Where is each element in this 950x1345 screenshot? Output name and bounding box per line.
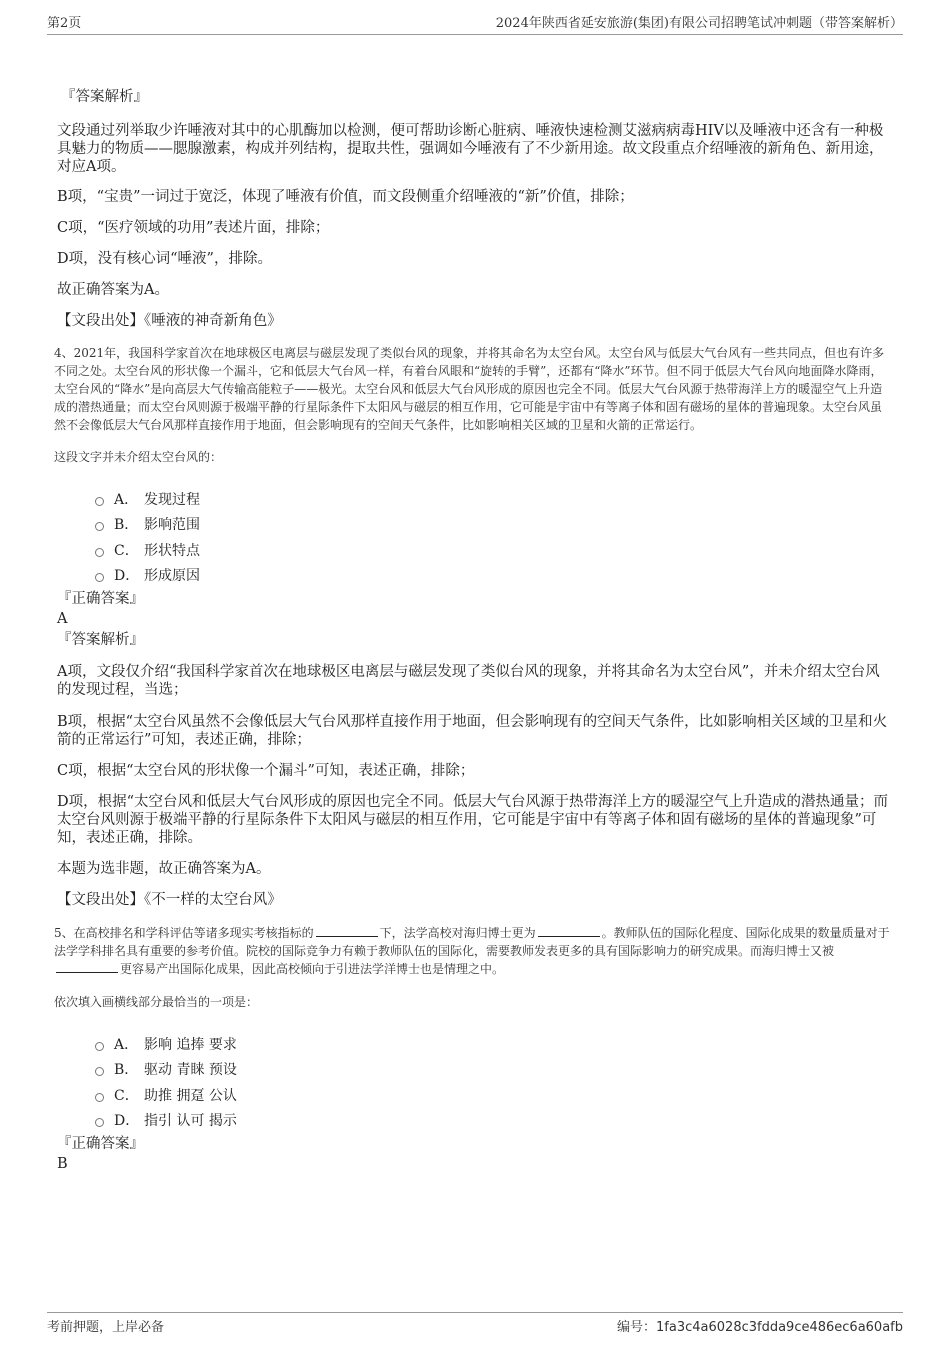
radio-icon[interactable] <box>95 1093 104 1102</box>
radio-icon[interactable] <box>95 1118 104 1127</box>
q5-stem-part1: 5、在高校排名和学科评估等诸多现实考核指标的 <box>54 926 314 940</box>
code-value: 1fa3c4a6028c3fdda9ce486ec6a60afb <box>656 1320 903 1335</box>
option-text: 影响范围 <box>144 517 200 534</box>
q4-stem: 4、2021年，我国科学家首次在地球极区电离层与磁层发现了类似台风的现象，并将其命名为太空台风。太空台风与低层大气台风有一些共同点，但也有许多不同之处。太空台风的形状像一个漏斗，它和低层大气台风一样，有着台风眼和“旋转的手臂”，还都有“降水”环节。但不同于低层大气台风向地面降水降雨，太空台风的“降水”是向高层大气传输高能粒子——极光。太空台风和低层大气台风形成的原因也完全不同。低层大气台风源于热带海洋上方的暖湿空气上升造成的潜热通量；而太空台风则源于极端平静的行星际条件下太阳风与磁层的相互作用，它可能是宇宙中有等离子体和固有磁场的星体的普遍现象。太空台风虽然不会像低层大气台风那样直接作用于地面，但会影响现有的空间天气条件，比如影响相关区域的卫星和火箭的正常运行。 <box>54 346 885 432</box>
fill-blank-2 <box>538 924 600 937</box>
option-text: 影响 追捧 要求 <box>144 1036 237 1053</box>
q5-stem <box>54 924 892 978</box>
q5-option-d[interactable] <box>95 1108 892 1134</box>
q4-option-a[interactable] <box>95 486 892 512</box>
q5-stem-part3: 。教师队伍的国际化程度、国际化成果的数量质量对于法学学科排名具有重要的参考价值。院校的国际竞争力有赖于教师队伍的国际化，需要教师发表更多的具有国际影响力的研究成果。而海归博士又被 <box>54 926 890 958</box>
q5-prompt: 依次填入画横线部分最恰当的一项是： <box>54 995 259 1009</box>
page-content <box>54 88 892 1173</box>
q5-stem-part4: 更容易产出国际化成果，因此高校倾向于引进法学洋博士也是情理之中。 <box>120 962 505 976</box>
document-title: 2024年陕西省延安旅游(集团)有限公司招聘笔试冲刺题（带答案解析） <box>495 16 903 31</box>
radio-icon[interactable] <box>95 522 104 531</box>
page-number: 第2页 <box>47 16 82 31</box>
radio-icon[interactable] <box>95 548 104 557</box>
q4-option-b[interactable] <box>95 512 892 538</box>
page-header <box>47 12 903 35</box>
q5-answer-label: 『正确答案』 <box>57 1136 144 1152</box>
q4-prompt: 这段文字并未介绍太空台风的： <box>54 450 223 464</box>
q5-option-b[interactable] <box>95 1057 892 1083</box>
radio-icon[interactable] <box>95 1067 104 1076</box>
option-text: 助推 拥趸 公认 <box>144 1087 237 1104</box>
option-letter: A． <box>114 491 139 508</box>
q4-answer: A <box>57 611 68 627</box>
option-text: 指引 认可 揭示 <box>144 1113 237 1130</box>
q3-source: 【文段出处】《唾液的神奇新角色》 <box>57 313 282 329</box>
q4-answer-label: 『正确答案』 <box>57 591 144 607</box>
q4-analysis-d: D项，根据“太空台风和低层大气台风形成的原因也完全不同。低层大气台风源于热带海洋上方的暖湿空气上升造成的潜热通量；而太空台风则源于极端平静的行星际条件下太阳风与磁层的相互作用，它可能是宇宙中有等离子体和固有磁场的星体的普遍现象”可知，表述正确，排除。 <box>57 794 889 846</box>
option-letter: C． <box>114 1087 139 1104</box>
fill-blank-1 <box>316 924 378 937</box>
option-letter: D． <box>114 568 140 585</box>
q5-option-a[interactable] <box>95 1031 892 1057</box>
q3-analysis-label: 『答案解析』 <box>61 89 148 105</box>
radio-icon[interactable] <box>95 573 104 582</box>
option-letter: D． <box>114 1113 140 1130</box>
q4-analysis-b: B项，根据“太空台风虽然不会像低层大气台风那样直接作用于地面，但会影响现有的空间天气条件，比如影响相关区域的卫星和火箭的正常运行”可知，表述正确，排除； <box>57 714 888 748</box>
option-text: 发现过程 <box>144 491 200 508</box>
q5-options <box>95 1031 892 1133</box>
q4-conclusion: 本题为选非题，故正确答案为A。 <box>57 861 271 877</box>
code-label: 编号： <box>617 1320 657 1335</box>
q4-options <box>95 486 892 588</box>
q4-analysis-c: C项，根据“太空台风的形状像一个漏斗”可知，表述正确，排除； <box>57 763 475 779</box>
q3-analysis-c: C项，“医疗领域的功用”表述片面，排除； <box>57 220 330 236</box>
option-letter: A． <box>114 1036 139 1053</box>
option-letter: B． <box>114 517 139 534</box>
q5-answer: B <box>57 1156 68 1172</box>
q4-analysis-label: 『答案解析』 <box>57 632 144 648</box>
option-text: 驱动 青睐 预设 <box>144 1062 237 1079</box>
radio-icon[interactable] <box>95 1042 104 1051</box>
page-footer <box>47 1312 903 1335</box>
q4-analysis-a: A项，文段仅介绍“我国科学家首次在地球极区电离层与磁层发现了类似台风的现象，并将其命名为太空台风”，并未介绍太空台风的发现过程，当选； <box>57 664 880 698</box>
q5-option-c[interactable] <box>95 1082 892 1108</box>
q3-analysis-d: D项，没有核心词“唾液”，排除。 <box>57 251 272 267</box>
q4-option-c[interactable] <box>95 537 892 563</box>
q3-analysis-paragraph: 文段通过列举取少许唾液对其中的心肌酶加以检测，便可帮助诊断心脏病、唾液快速检测艾滋病病毒HIV以及唾液中还含有一种极具魅力的物质——腮腺激素，构成并列结构，提取共性，强调如今唾液有了不少新用途。故文段重点介绍唾液的新角色、新用途，对应A项。 <box>57 123 884 175</box>
q3-analysis-b: B项，“宝贵”一词过于宽泛，体现了唾液有价值，而文段侧重介绍唾液的“新”价值，排除； <box>57 189 634 205</box>
fill-blank-3 <box>56 960 118 973</box>
q5-stem-part2: 下，法学高校对海归博士更为 <box>379 926 536 940</box>
footer-slogan: 考前押题，上岸必备 <box>47 1320 165 1335</box>
q4-source: 【文段出处】《不一样的太空台风》 <box>57 892 282 908</box>
q3-conclusion: 故正确答案为A。 <box>57 282 169 298</box>
radio-icon[interactable] <box>95 497 104 506</box>
option-text: 形成原因 <box>144 568 200 585</box>
document-code <box>617 1316 903 1335</box>
option-text: 形状特点 <box>144 542 200 559</box>
q4-option-d[interactable] <box>95 563 892 589</box>
option-letter: C． <box>114 542 139 559</box>
option-letter: B． <box>114 1062 139 1079</box>
